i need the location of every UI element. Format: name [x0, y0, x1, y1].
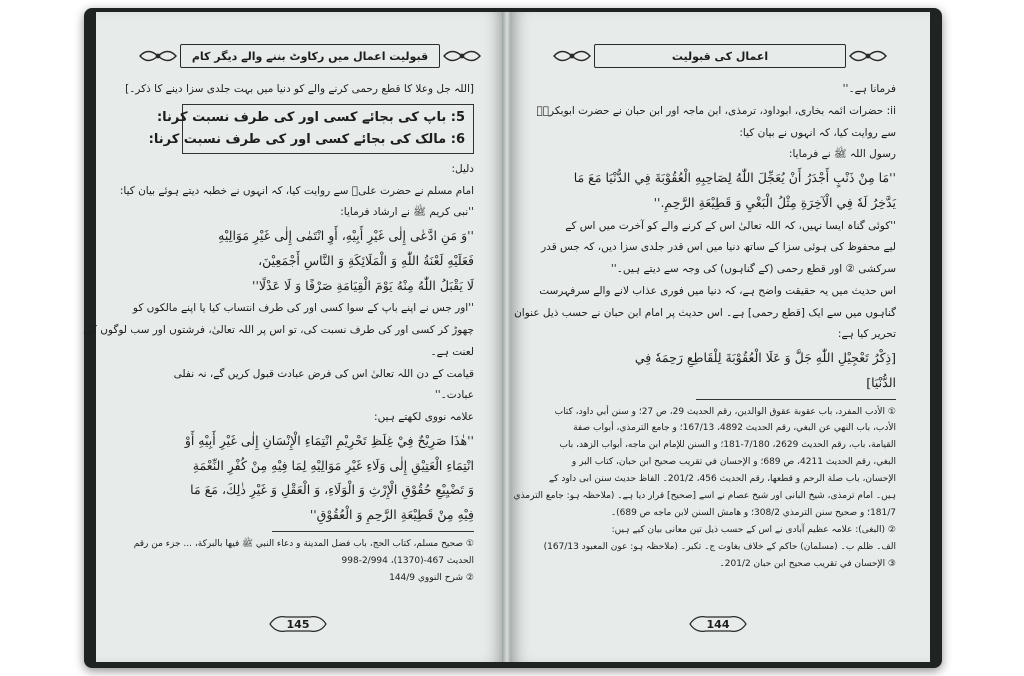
text-line: امام مسلم نے حضرت علیؓ سے روایت کیا، کہ انہوں نے خطبہ دیتے ہوئے بیان کیا: [119, 184, 474, 197]
text-line: سرکشی ② اور قطع رحمی (کے گناہوں) کی وجہ سے دیتے ہیں۔'' [610, 263, 896, 275]
arabic-line: فَعَلَیْهِ لَعْنَةُ اللّٰهِ وَ الْمَلَائِكَةِ وَ النَّاسِ أَجْمَعِیْنَ، [258, 252, 474, 268]
arabic-line: ''وَ مَنِ ادَّعٰی إِلٰی غَیْرِ أَبِیْهِ، أَوِ انْتَمٰی إِلٰی غَیْرِ مَوَالِیْهِ [218, 228, 474, 244]
footnote: 181/7؛ و صحیح سنن الترمذي 308/2؛ و هامش السنن لابن ماجه ص 689)۔ [610, 508, 896, 519]
intro-line: [اللہ جل وعلا کا قطع رحمی کرنے والے کو دنیا میں بہت جلدی سزا دینے کا ذکر۔] [125, 83, 474, 95]
text-line: ''نبی کریم ﷺ نے ارشاد فرمایا: [340, 206, 474, 219]
arabic-line: ''مَا مِنْ ذَنْبٍ أَجْدَرُ أَنْ یُعَجِّلَ اللّٰهُ لِصَاحِبِهِ الْعُقُوْبَةَ فِي الدُّنْیَا مَعَ مَا [573, 170, 896, 185]
heading-box [148, 104, 474, 154]
footnote-divider [696, 399, 896, 400]
text-line: علامہ نووی لکھتے ہیں: [374, 411, 474, 424]
text-line: تحریر کیا ہے: [837, 328, 896, 341]
footnote: ہیں۔ امام ترمذی، شیخ البانی اور شیخ عصام نے اسے [صحیح] قرار دیا ہے۔ (ملاحظہ ہو: جامع الترمذي [513, 491, 896, 502]
text-line: عبادت۔'' [434, 389, 474, 402]
ornament-icon [550, 45, 594, 67]
text-line: قیامت کے دن اللہ تعالیٰ اس کی فرض عبادت قبول کریں گے، نہ نفلی [173, 367, 474, 380]
arabic-line: ''هٰذَا صَرِیْحٌ فِيْ غِلَظِ تَحْرِیْمِ انْتِمَاءِ الْإِنْسَانِ إِلٰی غَیْرِ أَبِیْهِ أَوْ [184, 432, 474, 448]
footnote-divider [272, 531, 474, 532]
running-head [136, 42, 484, 70]
heading-line: 5: باپ کی بجائے کسی اور کی طرف نسبت کرنا: [156, 109, 465, 125]
footnote: ② (البغی): علامہ عظیم آبادی نے اس کے حسب ذیل تین معانی بیان کیے ہیں: [611, 525, 896, 536]
arabic-line: انْتِمَاءِ الْعَتِیْقِ إِلٰی وَلَاءِ غَیْرِ مَوَالِیْهِ لِمَا فِیْهِ مِنْ كُفْرِ النِّعْمَةِ [192, 457, 474, 473]
text-line: ''کوئی گناہ ایسا نہیں، کہ اللہ تعالیٰ اس کے کرنے والے کو آخرت میں اس کے [565, 219, 896, 232]
page-body [83, 82, 474, 589]
text-line: سے روایت کیا، کہ انہوں نے بیان کیا: [739, 126, 896, 139]
heading-line: 6: مالک کی بجائے کسی اور کی طرف نسبت کرنا: [148, 131, 465, 147]
page-body [513, 82, 896, 575]
text-line: اس حدیث میں یہ حقیقت واضح ہے، کہ دنیا میں فوری عذاب لانے والے سرفہرست [539, 284, 896, 297]
text-line: رسول اللہ ﷺ نے فرمایا: [788, 148, 896, 161]
text-line: گناہوں میں سے ایک [قطع رحمی] ہے۔ اس حدیث پر امام ابن حبان نے حسب ذیل عنوان [514, 306, 896, 319]
arabic-line: الدُّنْیَا] [866, 374, 896, 390]
text-line: فرمانا ہے۔'' [842, 83, 896, 95]
running-head-title: قبولیت اعمال میں رکاوٹ بننے والے دیگر کام [180, 44, 440, 68]
arabic-line: [ذِكْرُ تَعْجِیْلِ اللّٰهِ جَلَّ وَ عَلَا الْعُقُوْبَةَ لِلْقَاطِعِ رَحِمَهٗ فِي [634, 350, 896, 365]
ornament-icon [136, 45, 180, 67]
ornament-icon [846, 45, 890, 67]
page-number-text: 144 [706, 617, 730, 631]
text-line: لعنت ہے۔ [430, 345, 474, 358]
footnote: البغي، رقم الحدیث 4211، ص 689؛ و الإحسان في تقریب صحیح ابن حبان، كتاب البر و [571, 457, 896, 468]
running-head [550, 42, 890, 70]
running-head-title: اعمال کی قبولیت [594, 44, 846, 68]
footnote: الف۔ ظلم ب۔ (مسلمان) حاکم کے خلاف بغاوت ج۔ تکبر۔ (ملاحظہ ہو: عون المعبود 167/13) [543, 542, 896, 552]
page-number-text: 145 [286, 617, 310, 631]
footnote: الحدیث 467-(1370)، 2/994-998 [341, 555, 474, 566]
arabic-line: فِیْهِ مِنْ قَطِیْعَةِ الرَّحِمِ وَ الْعُقُوْقِ'' [309, 507, 474, 523]
text-line: ''اور جس نے اپنے باپ کے سوا کسی اور کی طرف انتساب کیا یا اپنے مالکوں کو [132, 302, 474, 315]
footnote: الأدب، باب النهي عن البغي، رقم الحدیث 4892، 167/13؛ و جامع الترمذي، أبواب صفة [573, 423, 896, 434]
text-line: لیے محفوظ کی ہوئی سزا کے ساتھ دنیا میں اس قدر جلدی سزا دیں، کہ جس قدر [541, 241, 896, 254]
footnote: ② شرح النووي 144/9 [389, 572, 474, 583]
page-number [268, 614, 328, 634]
text-line: ii: حضرات ائمہ بخاری، ابوداود، ترمذی، ابن ماجہ اور ابن حبان نے حضرت ابوبکرہؓ [536, 104, 896, 117]
left-page [83, 12, 504, 662]
footnote: ① صحیح مسلم، کتاب الحج، باب فضل المدینة و دعاء النبي ﷺ فیها بالبرکة، ... جزء من رقم [133, 538, 474, 549]
footnote: ③ الإحسان في تقریب صحیح ابن حبان 201/2۔ [719, 558, 896, 569]
page-number [688, 614, 748, 634]
arabic-line: یَدَّخِرُ لَهٗ فِي الْآخِرَةِ مِثْلُ الْبَغْيِ وَ قَطِیْعَةِ الرَّحِمِ.'' [653, 194, 896, 210]
right-page [510, 12, 930, 662]
arabic-line: وَ تَضْیِیْعِ حُقُوْقِ الْإِرْثِ وَ الْوَلَاءِ، وَ الْعَقْلِ وَ غَیْرِ ذٰلِكَ، مَعَ مَا [190, 482, 474, 498]
ornament-icon [440, 45, 484, 67]
footnote: ① الأدب المفرد، باب عقوبة عقوق الوالدین، رقم الحدیث 29، ص 27؛ و سنن أبي داود، كتاب [554, 406, 896, 417]
text-line: چھوڑ کر کسی اور کی طرف نسبت کی، تو اس پر اللہ تعالیٰ، فرشتوں اور سب لوگوں کی [83, 324, 474, 337]
text-line: دلیل: [451, 162, 474, 175]
footnote: القیامة، باب، رقم الحدیث 2629، 7/180-181؛ و السنن للإمام ابن ماجه، أبواب الزهد، باب [559, 440, 896, 451]
footnote: الإحسان، باب صلة الرحم و قطعها، رقم الحدیث 456، 201/2۔ الفاظ حدیث سنن ابی داود کے [548, 474, 896, 485]
arabic-line: لَا یَقْبَلُ اللّٰهُ مِنْهُ یَوْمَ الْقِیَامَةِ صَرْفًا وَ لَا عَدْلًا'' [252, 277, 474, 293]
